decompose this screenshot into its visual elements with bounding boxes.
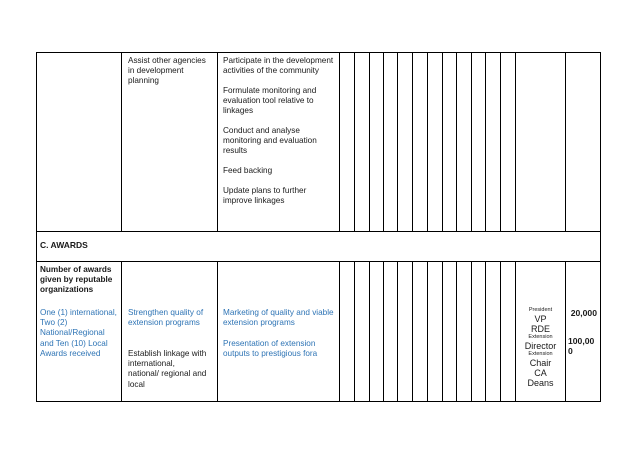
budget-2-line2: 0 — [568, 346, 573, 357]
strategy-1: Strengthen quality of extension programs — [128, 308, 204, 328]
activity-item: Feed backing — [223, 166, 273, 176]
activity-1: Marketing of quality and viable extension programs — [223, 308, 334, 328]
month-col-divider — [500, 261, 501, 402]
col-divider — [339, 261, 340, 402]
month-col-divider — [515, 52, 516, 232]
month-col-divider — [397, 52, 398, 232]
month-col-divider — [383, 52, 384, 232]
responsible-president: President — [528, 307, 553, 313]
month-col-divider — [369, 261, 370, 402]
activity-item: Participate in the development activities of the community — [223, 56, 334, 76]
month-col-divider — [456, 261, 457, 402]
col-divider — [565, 261, 566, 402]
month-col-divider — [354, 52, 355, 232]
col-divider — [217, 52, 218, 232]
month-col-divider — [427, 261, 428, 402]
responsible-deans: Deans — [527, 378, 554, 388]
month-col-divider — [412, 261, 413, 402]
month-col-divider — [397, 261, 398, 402]
activity-item: Formulate monitoring and evaluation tool relative to linkages — [223, 85, 317, 116]
col-divider — [121, 261, 122, 402]
row1-activities — [223, 56, 337, 216]
strategy-2: Establish linkage with international, national/ regional and local — [128, 349, 207, 389]
responsible-extension: Extension — [528, 334, 553, 340]
responsible-chair: Chair — [529, 358, 552, 368]
activity-2: Presentation of extension outputs to prestigious fora — [223, 339, 318, 359]
responsible-persons — [516, 307, 565, 388]
section-header: C. AWARDS — [40, 240, 88, 250]
month-col-divider — [383, 261, 384, 402]
month-col-divider — [456, 52, 457, 232]
col-divider — [565, 52, 566, 232]
table-border-left — [36, 52, 37, 402]
row1-objective: Assist other agencies in development planning — [128, 56, 206, 86]
month-col-divider — [485, 261, 486, 402]
indicator-target: One (1) international, Two (2) National/Regional and Ten (10) Local Awards received — [40, 308, 117, 358]
activity-item: Conduct and analyse monitoring and evaluation results — [223, 126, 317, 156]
month-col-divider — [369, 52, 370, 232]
month-col-divider — [442, 52, 443, 232]
budget-2-line1: 100,00 — [568, 336, 595, 346]
responsible-vp: VP — [534, 314, 547, 324]
month-col-divider — [471, 261, 472, 402]
budget-2 — [568, 336, 600, 356]
budget-1: 20,000 — [570, 308, 597, 318]
month-col-divider — [354, 261, 355, 402]
responsible-ca: CA — [534, 368, 547, 378]
month-col-divider — [412, 52, 413, 232]
activity-item: Update plans to further improve linkages — [223, 185, 307, 206]
responsible-director: Director — [524, 341, 557, 351]
work-plan-table — [36, 52, 601, 402]
indicator-title: Number of awards given by reputable organizations — [40, 265, 113, 295]
table-border-right — [600, 52, 601, 402]
responsible-extension: Extension — [528, 351, 553, 357]
responsible-rde: RDE — [530, 324, 550, 334]
col-divider — [121, 52, 122, 232]
month-col-divider — [427, 52, 428, 232]
month-col-divider — [442, 261, 443, 402]
col-divider — [217, 261, 218, 402]
month-col-divider — [471, 52, 472, 232]
col-divider — [339, 52, 340, 232]
month-col-divider — [485, 52, 486, 232]
month-col-divider — [500, 52, 501, 232]
